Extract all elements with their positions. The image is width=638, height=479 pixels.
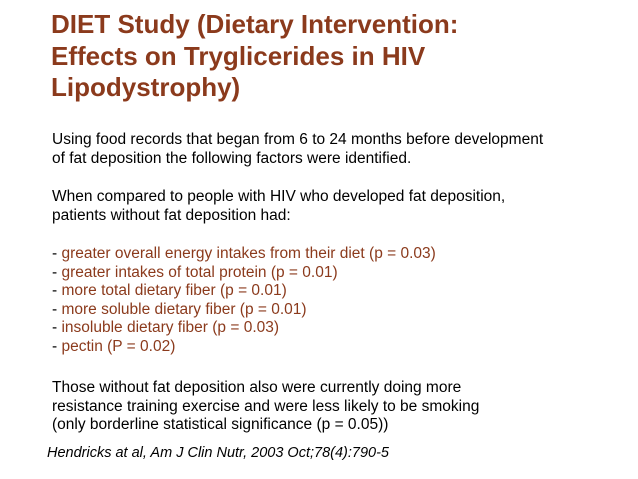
- finding-item: [52, 245, 632, 264]
- finding-text: greater intakes of total protein (p = 0.01): [61, 263, 338, 281]
- finding-dash: -: [52, 245, 62, 262]
- finding-text: greater overall energy intakes from their diet (p = 0.03): [61, 245, 436, 262]
- citation: Hendricks at al, Am J Clin Nutr, 2003 Oct;78(4):790-5: [47, 445, 389, 461]
- finding-text: insoluble dietary fiber (p = 0.03): [61, 319, 280, 336]
- finding-item: [52, 301, 632, 320]
- intro-line: of fat deposition the following factors were identified.: [52, 149, 412, 167]
- finding-dash: -: [52, 337, 62, 355]
- conclusion-line: Those without fat deposition also were currently doing more: [52, 379, 462, 396]
- comparison-line: patients without fat deposition had:: [52, 206, 291, 224]
- intro-line: Using food records that began from 6 to 24 months before development: [52, 131, 544, 148]
- finding-text: more total dietary fiber (p = 0.01): [61, 282, 287, 299]
- conclusion-paragraph: [52, 379, 632, 435]
- finding-text: pectin (P = 0.02): [61, 337, 176, 355]
- title-line: Lipodystrophy): [51, 72, 241, 102]
- finding-dash: -: [52, 300, 62, 318]
- title-line: DIET Study (Dietary Intervention:: [51, 9, 459, 39]
- conclusion-line: resistance training exercise and were less likely to be smoking: [52, 397, 480, 415]
- finding-item: [52, 319, 632, 338]
- conclusion-line: (only borderline statistical significance (p = 0.05)): [52, 416, 389, 433]
- finding-dash: -: [52, 263, 62, 281]
- comparison-paragraph: [52, 188, 632, 225]
- finding-item: [52, 338, 632, 357]
- finding-text: more soluble dietary fiber (p = 0.01): [61, 300, 307, 318]
- finding-dash: -: [52, 282, 62, 299]
- intro-paragraph: [52, 131, 632, 168]
- findings-list: [52, 245, 632, 356]
- slide-title: [51, 9, 611, 104]
- finding-item: [52, 264, 632, 283]
- title-line: Effects on Tryglicerides in HIV: [51, 40, 426, 71]
- comparison-line: When compared to people with HIV who developed fat deposition,: [52, 188, 506, 205]
- finding-dash: -: [52, 319, 62, 336]
- finding-item: [52, 282, 632, 301]
